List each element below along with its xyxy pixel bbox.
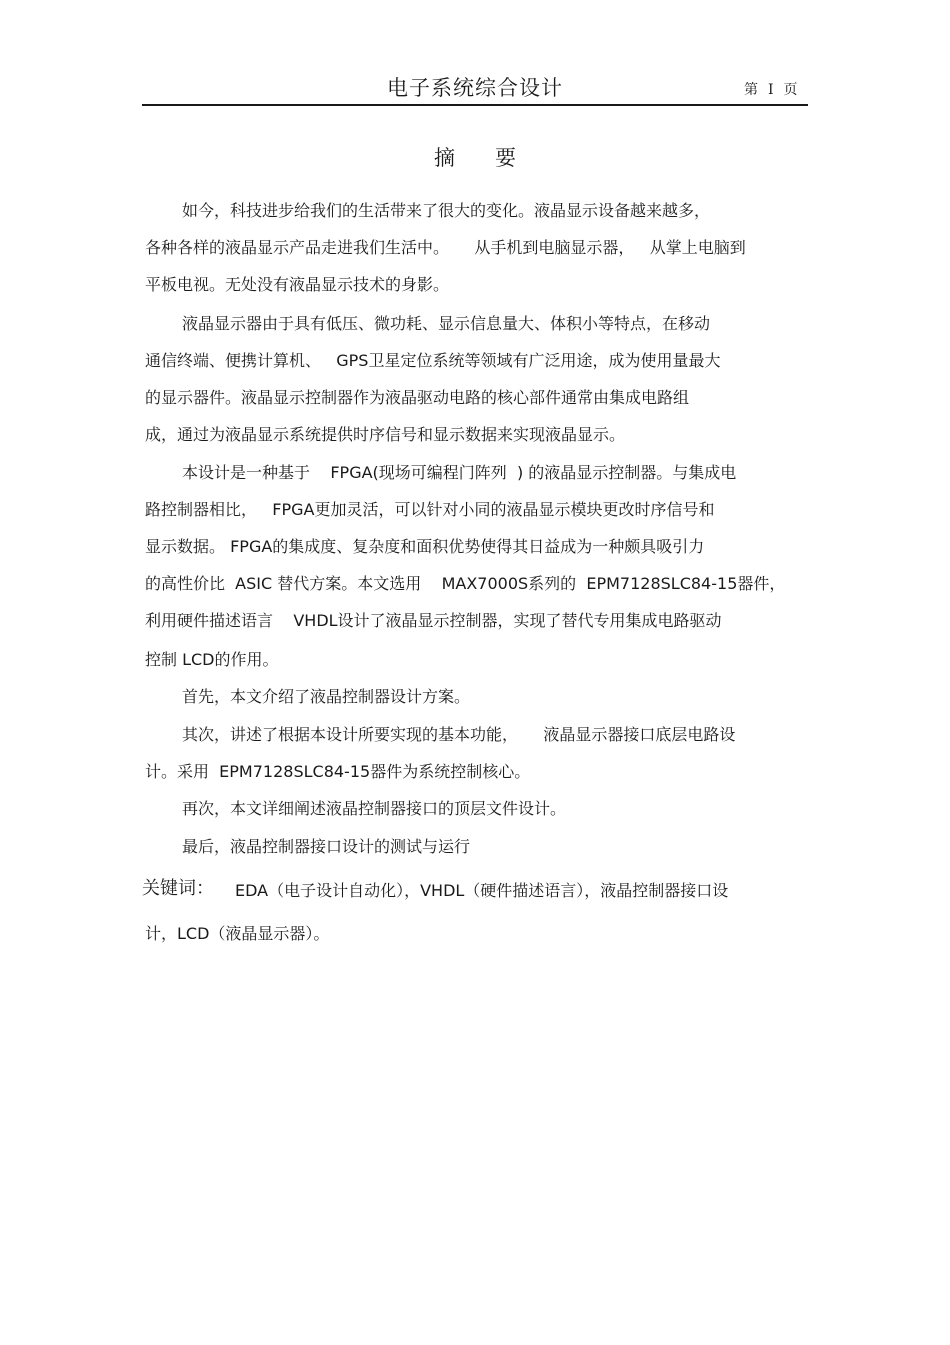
abstract-line: 平板电视。无处没有液晶显示技术的身影。 [145, 275, 450, 294]
abstract-line: 本设计是一种基于 FPGA(现场可编程门阵列 ) 的液晶显示控制器。与集成电 [182, 463, 737, 482]
abstract-line: 控制 LCD的作用。 [145, 650, 279, 669]
page-suffix: 页 [783, 82, 798, 98]
header-divider [142, 104, 808, 106]
abstract-line: 计。采用 EPM7128SLC84-15器件为系统控制核心。 [145, 762, 531, 781]
keywords-line-2: 计，LCD（液晶显示器）。 [145, 924, 330, 943]
abstract-line: 通信终端、便携计算机、 GPS卫星定位系统等领域有广泛用途，成为使用量最大 [145, 351, 721, 370]
abstract-line: 各种各样的液晶显示产品走进我们生活中。 从手机到电脑显示器， 从掌上电脑到 [145, 238, 746, 257]
page-prefix: 第 [744, 82, 758, 98]
abstract-line: 路控制器相比， FPGA更加灵活，可以针对小同的液晶显示模块更改时序信号和 [145, 500, 715, 519]
abstract-line: 如今，科技进步给我们的生活带来了很大的变化。液晶显示设备越来越多， [182, 201, 711, 220]
abstract-line: 其次，讲述了根据本设计所要实现的基本功能， 液晶显示器接口底层电路设 [182, 725, 736, 744]
abstract-line: 首先，本文介绍了液晶控制器设计方案。 [182, 687, 471, 706]
document-header-title: 电子系统综合设计 [387, 76, 563, 100]
keywords-label: 关键词： [142, 878, 214, 899]
abstract-heading: 摘要 [434, 146, 556, 170]
abstract-line: 再次，本文详细阐述液晶控制器接口的顶层文件设计。 [182, 799, 567, 818]
abstract-line: 成，通过为液晶显示系统提供时序信号和显示数据来实现液晶显示。 [145, 425, 626, 444]
abstract-line: 最后，液晶控制器接口设计的测试与运行 [182, 837, 471, 856]
abstract-line: 的高性价比 ASIC 替代方案。本文选用 MAX7000S系列的 EPM7128SLC84-15器件， [145, 574, 786, 593]
keywords-line-1: EDA（电子设计自动化），VHDL（硬件描述语言），液晶控制器接口设 [235, 881, 729, 900]
abstract-line: 利用硬件描述语言 VHDL设计了液晶显示控制器，实现了替代专用集成电路驱动 [145, 611, 722, 630]
page-number-label [744, 79, 798, 99]
page-number: I [768, 82, 774, 98]
abstract-line: 显示数据。 FPGA的集成度、复杂度和面积优势使得其日益成为一种颇具吸引力 [145, 537, 705, 556]
abstract-line: 液晶显示器由于具有低压、微功耗、显示信息量大、体积小等特点，在移动 [182, 314, 711, 333]
abstract-line: 的显示器件。液晶显示控制器作为液晶驱动电路的核心部件通常由集成电路组 [145, 388, 690, 407]
